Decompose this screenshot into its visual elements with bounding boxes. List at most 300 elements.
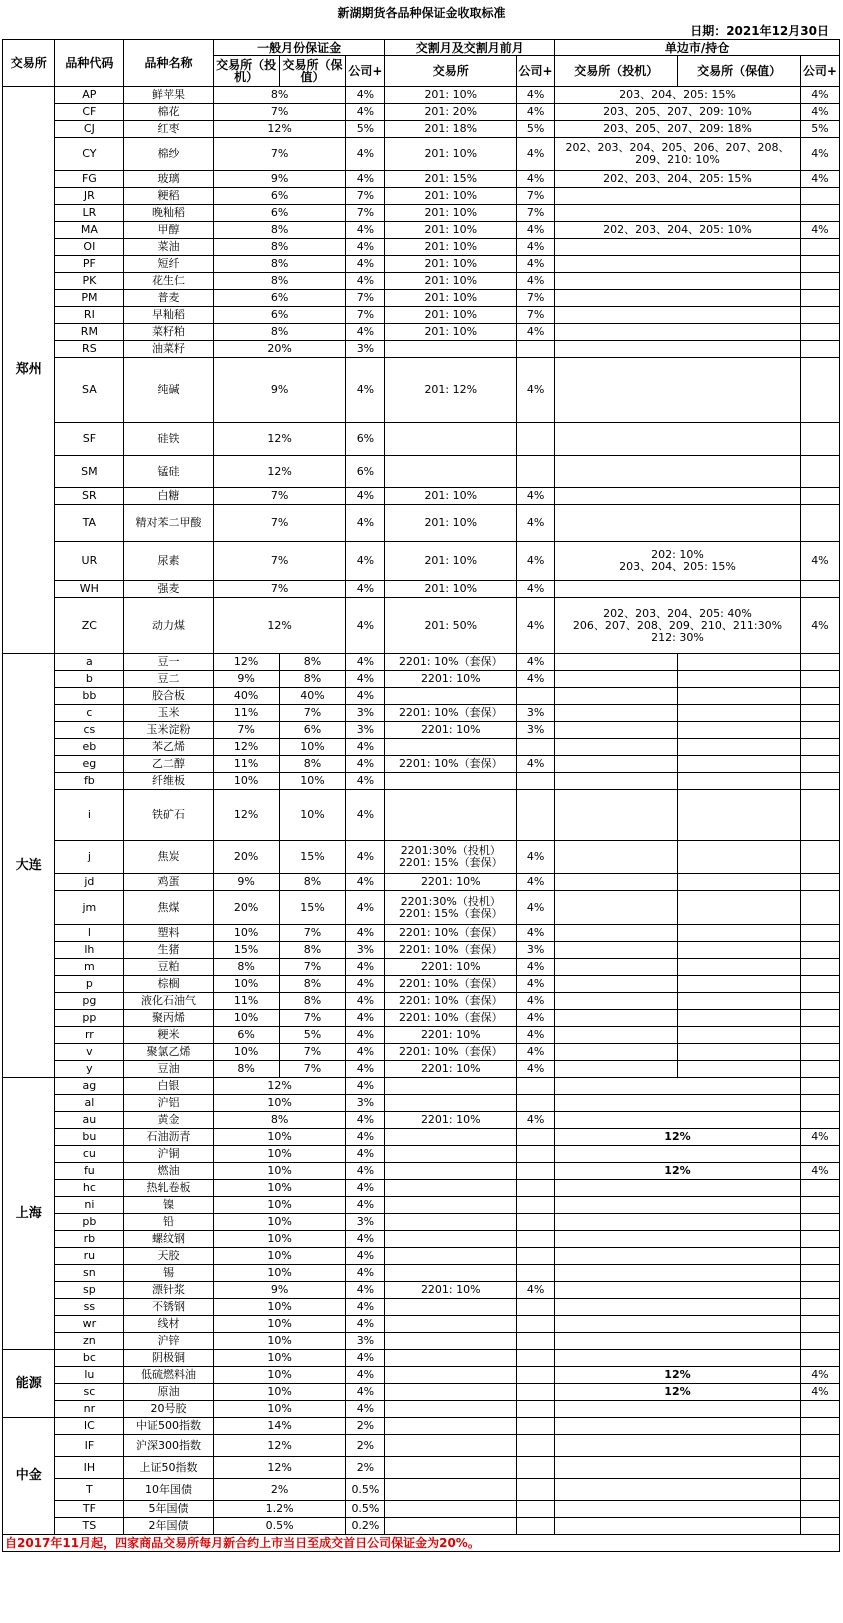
company-margin: 4% [346,1265,385,1282]
company-margin: 4% [346,790,385,841]
product-name: 鸡蛋 [124,874,213,891]
product-code: ZC [55,598,124,654]
exch-margin: 20% [213,341,346,358]
product-name: 豆二 [124,671,213,688]
delivery-company [517,790,555,841]
unilateral-company [800,423,839,456]
product-name: 粳米 [124,1027,213,1044]
product-name: 聚丙烯 [124,1010,213,1027]
table-row [3,188,840,205]
product-name: 鲜苹果 [124,87,213,104]
unilateral-company [800,959,839,976]
unilateral-margin: 203、205、207、209: 18% [555,121,801,138]
exch-margin: 10% [213,1146,346,1163]
exch-hedge-margin: 7% [279,1010,346,1027]
exch-hedge-margin: 10% [279,790,346,841]
exch-margin: 7% [213,505,346,542]
delivery-company [517,1457,555,1479]
delivery-company: 4% [517,87,555,104]
delivery-company: 4% [517,1027,555,1044]
unilateral-company [800,1214,839,1231]
delivery-company [517,456,555,488]
unilateral-margin [555,1518,801,1535]
unilateral-margin [555,324,801,341]
table-body [3,87,840,1552]
product-name: 棉纱 [124,138,213,171]
unilateral-margin [555,341,801,358]
product-code: IH [55,1457,124,1479]
header-company: 公司+ [346,56,385,87]
delivery-margin: 2201: 10% [385,1061,517,1078]
exch-margin: 12% [213,456,346,488]
unilateral-spec [555,959,678,976]
unilateral-company [800,1316,839,1333]
delivery-company [517,1197,555,1214]
unilateral-spec [555,1061,678,1078]
unilateral-margin: 202、203、204、205、206、207、208、209、210: 10% [555,138,801,171]
table-row [3,688,840,705]
exch-margin: 12% [213,121,346,138]
delivery-company: 4% [517,1112,555,1129]
company-margin: 3% [346,1214,385,1231]
exch-hedge-margin: 7% [279,1044,346,1061]
delivery-company: 4% [517,488,555,505]
product-code: eb [55,739,124,756]
table-row [3,1333,840,1350]
unilateral-company: 4% [800,1367,839,1384]
company-margin: 4% [346,222,385,239]
product-name: 尿素 [124,542,213,581]
exch-margin: 10% [213,1299,346,1316]
product-code: p [55,976,124,993]
delivery-company: 3% [517,722,555,739]
delivery-company [517,1367,555,1384]
company-margin: 7% [346,290,385,307]
unilateral-hedge [678,739,800,756]
unilateral-spec [555,925,678,942]
product-name: 苯乙烯 [124,739,213,756]
exch-spec-margin: 11% [213,705,279,722]
exch-spec-margin: 9% [213,671,279,688]
exch-hedge-margin: 8% [279,993,346,1010]
company-margin: 4% [346,1384,385,1401]
product-name: 锰硅 [124,456,213,488]
product-name: 沪铜 [124,1146,213,1163]
delivery-company: 7% [517,205,555,222]
unilateral-margin [555,205,801,222]
company-margin: 7% [346,188,385,205]
unilateral-margin [555,290,801,307]
delivery-margin [385,1214,517,1231]
table-row [3,1180,840,1197]
delivery-company: 4% [517,273,555,290]
table-row [3,104,840,121]
delivery-margin [385,456,517,488]
company-margin: 4% [346,1163,385,1180]
delivery-margin: 201: 10% [385,290,517,307]
product-code: nr [55,1401,124,1418]
exch-spec-margin: 12% [213,739,279,756]
unilateral-company: 4% [800,542,839,581]
exch-margin: 10% [213,1129,346,1146]
company-margin: 4% [346,1401,385,1418]
unilateral-hedge [678,1061,800,1078]
footnote: 自2017年11月起，四家商品交易所每月新合约上市当日至成交首日公司保证金为20%。 [3,1535,840,1552]
product-code: PM [55,290,124,307]
product-name: 焦炭 [124,841,213,874]
header-delivery: 交割月及交割月前月 [385,40,555,56]
unilateral-company [800,1418,839,1435]
table-row [3,456,840,488]
product-name: 棕榈 [124,976,213,993]
table-row [3,1501,840,1518]
product-code: l [55,925,124,942]
company-margin: 4% [346,976,385,993]
table-row [3,542,840,581]
unilateral-margin [555,358,801,423]
product-name: 锡 [124,1265,213,1282]
product-name: 精对苯二甲酸 [124,505,213,542]
exchange-label: 大连 [3,654,55,1078]
unilateral-line: 206、207、208、209、210、211:30% [572,618,783,632]
unilateral-company [800,488,839,505]
unilateral-company: 4% [800,104,839,121]
unilateral-company [800,874,839,891]
delivery-company [517,1095,555,1112]
delivery-company [517,1078,555,1095]
table-row [3,1231,840,1248]
delivery-margin [385,1095,517,1112]
company-margin: 4% [346,598,385,654]
product-name: 胶合板 [124,688,213,705]
unilateral-company [800,1095,839,1112]
delivery-company [517,1479,555,1501]
unilateral-company [800,1333,839,1350]
unilateral-company: 4% [800,598,839,654]
unilateral-hedge [678,688,800,705]
exch-hedge-margin: 8% [279,942,346,959]
table-row [3,1367,840,1384]
delivery-company: 4% [517,598,555,654]
delivery-margin [385,1299,517,1316]
unilateral-company [800,1231,839,1248]
company-margin: 4% [346,1197,385,1214]
product-code: OI [55,239,124,256]
company-margin: 4% [346,138,385,171]
exch-margin: 8% [213,222,346,239]
unilateral-hedge [678,756,800,773]
delivery-line: 2201: 15%（套保） [398,906,503,920]
unilateral-company [800,188,839,205]
exch-margin: 2% [213,1479,346,1501]
unilateral-spec [555,705,678,722]
unilateral-company: 5% [800,121,839,138]
product-code: MA [55,222,124,239]
table-row [3,705,840,722]
delivery-company: 4% [517,993,555,1010]
product-name: 镍 [124,1197,213,1214]
company-margin: 4% [346,993,385,1010]
unilateral-margin [555,1418,801,1435]
delivery-company: 4% [517,841,555,874]
unilateral-margin [555,1095,801,1112]
unilateral-margin [555,239,801,256]
delivery-margin: 2201: 10%（套保） [385,756,517,773]
table-row [3,1265,840,1282]
header-exch-hedge: 交易所（保值） [279,56,346,87]
delivery-company [517,1333,555,1350]
product-code: CJ [55,121,124,138]
delivery-company [517,1435,555,1457]
unilateral-hedge [678,722,800,739]
unilateral-company [800,1061,839,1078]
product-code: cu [55,1146,124,1163]
company-margin: 4% [346,273,385,290]
delivery-company: 4% [517,239,555,256]
delivery-margin [385,1248,517,1265]
unilateral-spec [555,739,678,756]
unilateral-margin [555,1146,801,1163]
product-name: 红枣 [124,121,213,138]
product-code: SR [55,488,124,505]
delivery-company: 4% [517,171,555,188]
delivery-margin [385,1518,517,1535]
delivery-margin [385,1163,517,1180]
exch-margin: 8% [213,239,346,256]
delivery-company: 4% [517,959,555,976]
delivery-company: 4% [517,654,555,671]
exch-spec-margin: 12% [213,790,279,841]
product-name: 低硫燃料油 [124,1367,213,1384]
product-code: RI [55,307,124,324]
company-margin: 4% [346,688,385,705]
exch-spec-margin: 10% [213,773,279,790]
table-row [3,1401,840,1418]
delivery-company [517,773,555,790]
delivery-company [517,1299,555,1316]
delivery-margin: 201: 10% [385,307,517,324]
exch-margin: 12% [213,423,346,456]
unilateral-hedge [678,1044,800,1061]
delivery-company: 4% [517,138,555,171]
delivery-margin: 201: 10% [385,188,517,205]
product-name: 菜籽粕 [124,324,213,341]
unilateral-company: 4% [800,222,839,239]
unilateral-hedge [678,671,800,688]
exch-hedge-margin: 7% [279,959,346,976]
table-row [3,1384,840,1401]
unilateral-margin [555,1112,801,1129]
unilateral-company [800,1518,839,1535]
table-row [3,1112,840,1129]
product-name: 动力煤 [124,598,213,654]
delivery-margin [385,1401,517,1418]
unilateral-margin: 203、204、205: 15% [555,87,801,104]
delivery-margin [385,1197,517,1214]
delivery-margin: 201: 10% [385,239,517,256]
table-row [3,891,840,925]
unilateral-company [800,205,839,222]
product-code: fb [55,773,124,790]
delivery-company [517,1501,555,1518]
unilateral-company [800,891,839,925]
delivery-company [517,1146,555,1163]
header-unilateral: 单边市/持仓 [555,40,840,56]
exch-margin: 12% [213,598,346,654]
unilateral-margin: 202、203、204、205: 10% [555,222,801,239]
delivery-margin: 201: 10% [385,138,517,171]
delivery-margin: 201: 10% [385,324,517,341]
delivery-margin [385,688,517,705]
exch-spec-margin: 8% [213,1061,279,1078]
product-name: 漂针浆 [124,1282,213,1299]
unilateral-hedge [678,773,800,790]
table-row [3,1248,840,1265]
company-margin: 3% [346,705,385,722]
product-code: m [55,959,124,976]
unilateral-company [800,505,839,542]
table-row [3,423,840,456]
product-name: 焦煤 [124,891,213,925]
company-margin: 0.5% [346,1479,385,1501]
product-name: 豆一 [124,654,213,671]
delivery-margin: 201: 10% [385,222,517,239]
product-code: c [55,705,124,722]
table-row [3,1044,840,1061]
company-margin: 4% [346,1044,385,1061]
delivery-margin: 2201: 10% [385,671,517,688]
company-margin: 2% [346,1457,385,1479]
unilateral-margin [555,488,801,505]
company-margin: 0.2% [346,1518,385,1535]
unilateral-company [800,756,839,773]
product-name: 豆粕 [124,959,213,976]
unilateral-company [800,1180,839,1197]
product-code: rb [55,1231,124,1248]
delivery-company: 7% [517,307,555,324]
unilateral-company: 4% [800,87,839,104]
delivery-company: 4% [517,581,555,598]
company-margin: 5% [346,121,385,138]
unilateral-margin [555,505,801,542]
exch-margin: 10% [213,1231,346,1248]
company-margin: 4% [346,891,385,925]
table-row [3,756,840,773]
unilateral-spec [555,1010,678,1027]
product-name: 铅 [124,1214,213,1231]
unilateral-margin [555,1231,801,1248]
unilateral-company: 4% [800,138,839,171]
delivery-company [517,739,555,756]
product-code: PK [55,273,124,290]
delivery-margin: 2201: 10%（套保） [385,1010,517,1027]
company-margin: 7% [346,205,385,222]
unilateral-hedge [678,1010,800,1027]
unilateral-margin: 12% [555,1367,801,1384]
product-name: 硅铁 [124,423,213,456]
unilateral-hedge [678,925,800,942]
unilateral-company [800,925,839,942]
unilateral-margin [555,1435,801,1457]
product-code: ss [55,1299,124,1316]
product-name: 石油沥青 [124,1129,213,1146]
company-margin: 4% [346,1146,385,1163]
product-code: IC [55,1418,124,1435]
unilateral-company: 4% [800,171,839,188]
product-name: 沪锌 [124,1333,213,1350]
delivery-margin [385,1435,517,1457]
company-margin: 4% [346,358,385,423]
product-code: wr [55,1316,124,1333]
delivery-margin [385,1350,517,1367]
table-row [3,171,840,188]
company-margin: 4% [346,505,385,542]
table-row [3,598,840,654]
exch-margin: 14% [213,1418,346,1435]
exch-hedge-margin: 15% [279,841,346,874]
unilateral-spec [555,688,678,705]
company-margin: 4% [346,324,385,341]
product-name: 玻璃 [124,171,213,188]
unilateral-company [800,307,839,324]
product-name: 早籼稻 [124,307,213,324]
delivery-company [517,1248,555,1265]
unilateral-hedge [678,790,800,841]
unilateral-margin [555,1350,801,1367]
exch-margin: 8% [213,87,346,104]
unilateral-company [800,290,839,307]
header-general-month: 一般月份保证金 [213,40,385,56]
product-name: 塑料 [124,925,213,942]
exch-margin: 7% [213,138,346,171]
unilateral-margin [555,273,801,290]
delivery-margin [385,739,517,756]
company-margin: 4% [346,256,385,273]
exch-margin: 7% [213,104,346,121]
unilateral-margin [555,1248,801,1265]
unilateral-margin [555,1265,801,1282]
table-row [3,324,840,341]
table-row [3,1457,840,1479]
unilateral-line: 212: 30% [651,630,704,644]
unilateral-margin [555,1401,801,1418]
product-code: cs [55,722,124,739]
exch-margin: 10% [213,1367,346,1384]
unilateral-company: 4% [800,1163,839,1180]
unilateral-company [800,1027,839,1044]
header-company: 公司+ [800,56,839,87]
delivery-margin: 201: 10% [385,256,517,273]
exch-margin: 10% [213,1350,346,1367]
table-row [3,358,840,423]
product-code: jd [55,874,124,891]
delivery-margin [385,1265,517,1282]
exch-hedge-margin: 40% [279,688,346,705]
exchange-label: 能源 [3,1350,55,1418]
exch-hedge-margin: 8% [279,874,346,891]
delivery-company: 5% [517,121,555,138]
product-name: 白糖 [124,488,213,505]
company-margin: 4% [346,1350,385,1367]
delivery-company: 4% [517,222,555,239]
product-name: 棉花 [124,104,213,121]
table-row [3,1010,840,1027]
unilateral-margin [555,1078,801,1095]
exch-margin: 1.2% [213,1501,346,1518]
exch-hedge-margin: 7% [279,925,346,942]
delivery-margin: 201: 10% [385,205,517,222]
table-row [3,1518,840,1535]
